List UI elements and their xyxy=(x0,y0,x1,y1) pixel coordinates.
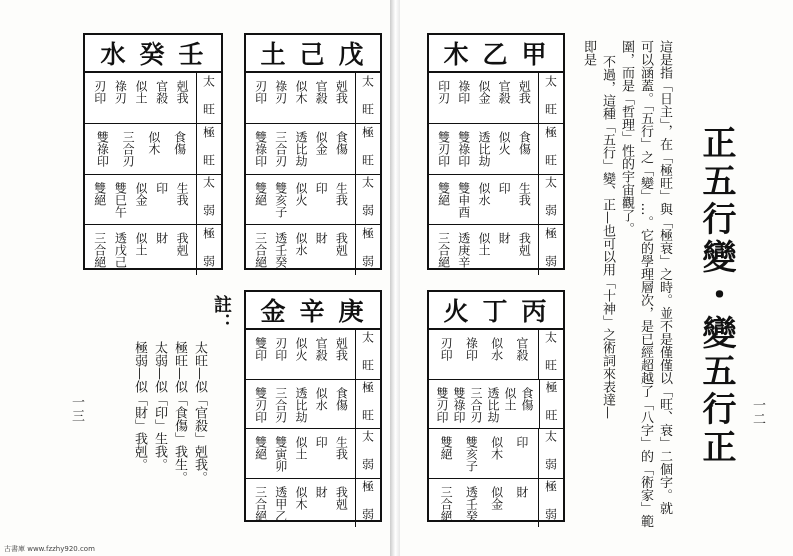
table-title-char: 丁 xyxy=(482,297,510,326)
table-cell: 雙絕 xyxy=(92,181,107,206)
table-cell: 雙印 xyxy=(253,337,268,361)
table-cell: 雙刃印 xyxy=(253,386,268,423)
notes-heading: 註： xyxy=(211,295,232,331)
right-page xyxy=(400,0,793,556)
table-cell: 三合刃 xyxy=(273,130,288,167)
table-cell: 似水 xyxy=(314,386,329,411)
table-cell: 三合刃 xyxy=(469,386,483,423)
note-1: 太旺—似「官殺」剋我。 xyxy=(192,341,207,484)
table-cell: 雙刃印 xyxy=(435,386,449,423)
table-cell: 食傷 xyxy=(334,130,349,155)
table-cell: 似土 xyxy=(133,80,148,104)
table-cell: 食傷 xyxy=(172,130,187,155)
table-cell: 雙祿印 xyxy=(452,386,466,423)
table-cell: 似水 xyxy=(293,232,308,257)
table-title-char: 乙 xyxy=(482,40,510,69)
table-title-char: 丙 xyxy=(521,297,549,326)
table-group xyxy=(85,225,221,275)
table-group xyxy=(429,380,563,430)
level-label: 太 旺 xyxy=(543,331,558,378)
level-cell xyxy=(355,175,380,225)
table-cell: 剋我 xyxy=(334,80,349,104)
page-title: 正五行變・變五行正 xyxy=(696,125,736,467)
group-cells xyxy=(246,330,355,379)
table-cell: 官殺 xyxy=(314,337,329,361)
table-cell: 雙祿印 xyxy=(456,130,471,167)
table-cell: 祿印 xyxy=(464,337,479,361)
group-cells xyxy=(429,225,538,275)
group-cells xyxy=(429,380,539,429)
table-group xyxy=(246,479,380,528)
level-label: 極 弱 xyxy=(543,227,558,274)
table-cell: 似水 xyxy=(476,181,491,206)
table-metal xyxy=(244,290,382,526)
group-cells xyxy=(246,175,355,225)
table-cell: 印 xyxy=(314,181,329,194)
table-cell: 似火 xyxy=(293,181,308,206)
notes xyxy=(132,295,232,495)
table-group xyxy=(429,124,563,175)
table-cell: 生我 xyxy=(334,436,349,460)
table-cell: 三合刃 xyxy=(121,130,136,167)
table-cell: 似土 xyxy=(476,232,491,257)
table-cell: 透甲乙 xyxy=(273,485,288,522)
table-cell: 似土 xyxy=(133,232,148,257)
table-cell: 似木 xyxy=(293,80,308,104)
page-number-right: 一二 xyxy=(750,398,765,426)
table-cell: 三合絕 xyxy=(436,232,451,269)
level-cell xyxy=(538,175,563,225)
level-label: 極 弱 xyxy=(360,479,375,526)
table-group xyxy=(246,330,380,380)
table-title-char: 土 xyxy=(260,40,288,69)
table-water xyxy=(83,33,223,274)
footer-watermark: 古書庫 www.fzzhy920.com xyxy=(4,545,95,553)
level-cell xyxy=(538,124,563,174)
level-label: 太 弱 xyxy=(543,176,558,223)
level-label: 太 弱 xyxy=(360,430,375,477)
table-cell: 印 xyxy=(314,436,329,448)
table-cell: 似土 xyxy=(293,436,308,460)
table-cell: 似火 xyxy=(293,337,308,361)
level-label: 太 旺 xyxy=(543,74,558,121)
table-cell: 生我 xyxy=(517,181,532,206)
table-cell: 印 xyxy=(514,436,529,448)
level-label: 極 旺 xyxy=(360,125,375,172)
group-cells xyxy=(429,330,538,379)
table-cell: 透比劫 xyxy=(486,386,500,423)
table-cell: 似木 xyxy=(293,485,308,510)
table-cell: 似金 xyxy=(489,485,504,510)
table-cell: 透比劫 xyxy=(293,130,308,167)
level-label: 太 旺 xyxy=(201,74,216,121)
left-page xyxy=(0,0,392,556)
level-cell xyxy=(355,380,380,429)
group-cells xyxy=(429,73,538,123)
table-group xyxy=(85,124,221,175)
table-title-char: 木 xyxy=(443,40,471,69)
table-cell: 我剋 xyxy=(517,232,532,257)
table-title-char: 癸 xyxy=(139,40,167,69)
table-group xyxy=(246,380,380,430)
table-cell: 雙亥子 xyxy=(273,181,288,218)
table-group xyxy=(85,175,221,226)
table-cell: 印 xyxy=(154,181,169,194)
table-title-char: 火 xyxy=(443,297,471,326)
table-cell: 祿刃 xyxy=(273,80,288,104)
table-cell: 三合刃 xyxy=(273,386,288,423)
level-cell xyxy=(538,479,563,528)
table-cell: 祿印 xyxy=(456,80,471,104)
note-2: 極旺—似「食傷」我生。 xyxy=(172,341,187,484)
table-group xyxy=(429,429,563,479)
table-title-char: 戊 xyxy=(338,40,366,69)
table-group xyxy=(246,429,380,479)
level-label: 太 旺 xyxy=(360,331,375,378)
body-line-2: 可以涵蓋。「五行」之「變」…。它的學理層次，是已經超越了「八字」的「術家」範 xyxy=(638,40,653,528)
table-cell: 似水 xyxy=(489,337,504,361)
level-cell xyxy=(196,175,221,225)
table-cell: 透比劫 xyxy=(293,386,308,423)
table-cell: 透比劫 xyxy=(476,130,491,167)
group-cells xyxy=(246,479,355,528)
level-cell xyxy=(355,124,380,174)
table-group xyxy=(429,225,563,275)
level-cell xyxy=(538,73,563,123)
table-cell: 我剋 xyxy=(334,485,349,510)
table-group xyxy=(429,330,563,380)
level-cell xyxy=(355,330,380,379)
group-cells xyxy=(246,380,355,429)
page-number-left: 一三 xyxy=(69,395,84,423)
level-label: 太 弱 xyxy=(543,430,558,477)
table-cell: 雙絕 xyxy=(253,436,268,460)
group-cells xyxy=(85,225,196,275)
level-label: 極 弱 xyxy=(360,227,375,274)
table-group xyxy=(246,175,380,226)
table-title-char: 己 xyxy=(299,40,327,69)
table-cell: 食傷 xyxy=(520,386,534,411)
table-cell: 我剋 xyxy=(175,232,190,257)
table-cell: 財 xyxy=(497,232,512,245)
group-cells xyxy=(246,225,355,275)
level-cell xyxy=(355,73,380,123)
table-group xyxy=(246,73,380,124)
table-cell: 透壬癸 xyxy=(464,485,479,522)
level-label: 極 旺 xyxy=(360,380,375,427)
table-fire xyxy=(427,290,565,526)
table-title-char: 壬 xyxy=(178,40,206,69)
table-cell: 雙祿印 xyxy=(95,130,110,167)
table-title-char: 庚 xyxy=(338,297,366,326)
table-cell: 印刃 xyxy=(436,80,451,104)
table-cell: 雙申酉 xyxy=(456,181,471,218)
body-line-1: 這是指「日主」，在「極旺」與「極衰」之時。並不是僅僅以「旺、衰」二個字。就 xyxy=(657,40,672,515)
table-cell: 似金 xyxy=(476,80,491,104)
table-title xyxy=(246,35,380,73)
group-cells xyxy=(429,124,538,174)
level-cell xyxy=(196,124,221,174)
table-cell: 刃印 xyxy=(253,80,268,104)
table-cell: 官殺 xyxy=(514,337,529,361)
level-cell xyxy=(539,380,563,429)
table-cell: 生我 xyxy=(175,181,190,206)
table-title-char: 水 xyxy=(100,40,128,69)
table-cell: 官殺 xyxy=(314,80,329,104)
table-group xyxy=(429,175,563,226)
table-cell: 雙絕 xyxy=(436,181,451,206)
table-cell: 三合絕 xyxy=(253,232,268,269)
table-title xyxy=(429,35,563,73)
group-cells xyxy=(246,429,355,478)
group-cells xyxy=(246,124,355,174)
table-cell: 透壬癸 xyxy=(273,232,288,269)
level-label: 極 旺 xyxy=(543,125,558,172)
table-cell: 財 xyxy=(154,232,169,245)
level-cell xyxy=(355,479,380,528)
table-cell: 印 xyxy=(497,181,512,194)
level-cell xyxy=(538,330,563,379)
table-group xyxy=(85,73,221,124)
table-cell: 三合絕 xyxy=(253,485,268,522)
table-cell: 似木 xyxy=(146,130,161,155)
table-cell: 似木 xyxy=(489,436,504,460)
note-4: 極弱—似「財」我剋。 xyxy=(132,341,147,471)
table-cell: 財 xyxy=(514,485,529,498)
table-cell: 剋我 xyxy=(334,337,349,361)
level-cell xyxy=(538,429,563,478)
table-cell: 食傷 xyxy=(334,386,349,411)
level-cell xyxy=(355,429,380,478)
table-group xyxy=(246,124,380,175)
level-label: 太 弱 xyxy=(360,176,375,223)
table-group xyxy=(429,73,563,124)
table-cell: 透戊己 xyxy=(113,232,128,269)
table-cell: 刃印 xyxy=(439,337,454,361)
table-wood xyxy=(427,33,565,274)
table-cell: 雙寅卯 xyxy=(273,436,288,472)
level-cell xyxy=(196,73,221,123)
table-cell: 三合絕 xyxy=(439,485,454,522)
body-line-5: 即是 xyxy=(581,40,596,66)
table-cell: 剋我 xyxy=(175,80,190,104)
group-cells xyxy=(429,175,538,225)
level-label: 極 旺 xyxy=(544,380,558,427)
table-title-char: 金 xyxy=(260,297,288,326)
table-cell: 似金 xyxy=(133,181,148,206)
table-cell: 生我 xyxy=(334,181,349,206)
table-title xyxy=(429,292,563,330)
level-cell xyxy=(538,225,563,275)
table-group xyxy=(246,225,380,275)
table-cell: 食傷 xyxy=(517,130,532,155)
level-label: 太 弱 xyxy=(201,176,216,223)
table-cell: 雙絕 xyxy=(439,436,454,460)
level-label: 極 弱 xyxy=(543,479,558,526)
level-cell xyxy=(196,225,221,275)
table-cell: 似金 xyxy=(314,130,329,155)
table-cell: 雙刃印 xyxy=(436,130,451,167)
table-cell: 雙亥子 xyxy=(464,436,479,472)
table-group xyxy=(429,479,563,528)
group-cells xyxy=(85,175,196,225)
table-cell: 似火 xyxy=(497,130,512,155)
table-cell: 雙絕 xyxy=(253,181,268,206)
table-cell: 剋我 xyxy=(517,80,532,104)
note-3: 太弱—似「印」生我。 xyxy=(152,341,167,471)
table-cell: 財 xyxy=(314,485,329,498)
level-label: 太 旺 xyxy=(360,74,375,121)
level-label: 極 弱 xyxy=(201,227,216,274)
group-cells xyxy=(429,429,538,478)
group-cells xyxy=(429,479,538,528)
table-title xyxy=(85,35,221,73)
level-label: 極 旺 xyxy=(201,125,216,172)
table-cell: 雙祿印 xyxy=(253,130,268,167)
table-cell: 刃印 xyxy=(273,337,288,361)
body-line-3: 圍，而是「哲理」性的宇宙觀了。 xyxy=(619,40,634,235)
table-cell: 似土 xyxy=(503,386,517,411)
table-cell: 雙巳午 xyxy=(113,181,128,218)
table-cell: 財 xyxy=(314,232,329,245)
table-earth xyxy=(244,33,382,274)
table-title xyxy=(246,292,380,330)
table-cell: 官殺 xyxy=(154,80,169,104)
table-cell: 刃印 xyxy=(92,80,107,104)
level-cell xyxy=(355,225,380,275)
table-cell: 透庚辛 xyxy=(456,232,471,269)
table-cell: 官殺 xyxy=(497,80,512,104)
table-title-char: 甲 xyxy=(521,40,549,69)
table-cell: 三合絕 xyxy=(92,232,107,269)
group-cells xyxy=(85,73,196,123)
table-title-char: 辛 xyxy=(299,297,327,326)
table-cell: 我剋 xyxy=(334,232,349,257)
group-cells xyxy=(85,124,196,174)
group-cells xyxy=(246,73,355,123)
body-line-4: 不過，這種「五行」變、正—也可以用「十神」之術詞來表達— xyxy=(600,55,615,419)
table-cell: 祿刃 xyxy=(113,80,128,104)
